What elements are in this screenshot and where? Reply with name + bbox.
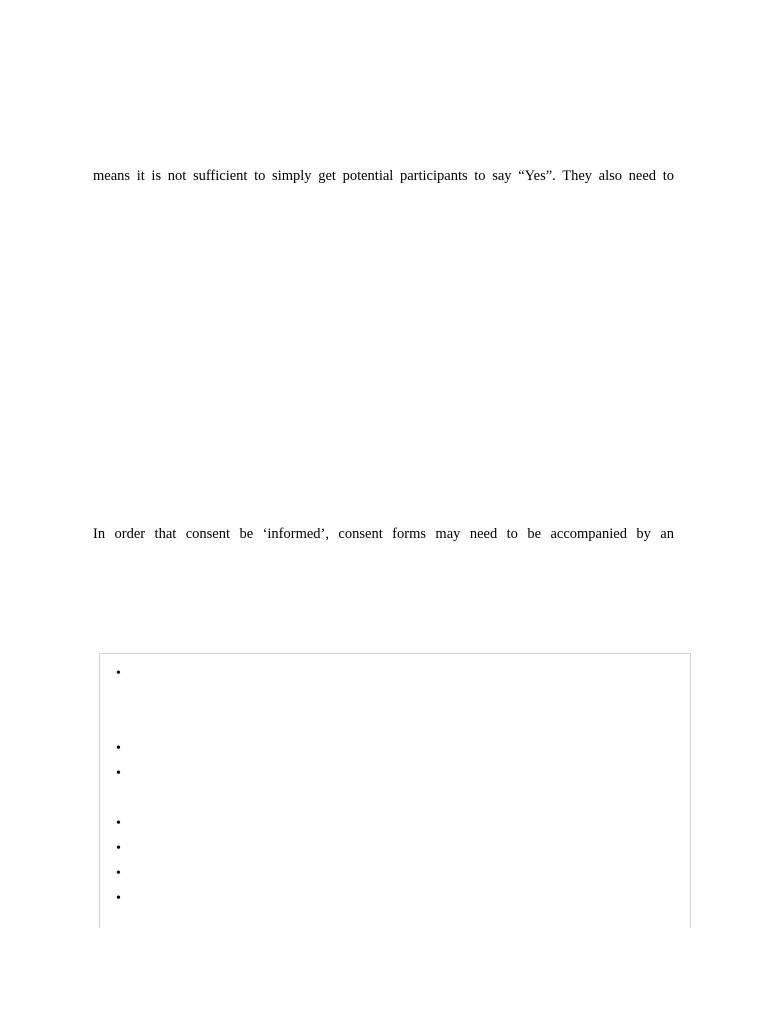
bullet-point-icon: • bbox=[116, 891, 121, 906]
bullet-point-icon: • bbox=[116, 866, 121, 881]
paragraph-line-consent-yes: means it is not sufficient to simply get potential participants to say “Yes”. They also need to bbox=[93, 168, 674, 184]
paragraph-line-informed-consent: In order that consent be ‘informed’, consent forms may need to be accompanied by an bbox=[93, 526, 674, 542]
bullet-point-icon: • bbox=[116, 766, 121, 781]
bullet-point-icon: • bbox=[116, 741, 121, 756]
bullet-point-icon: • bbox=[116, 816, 121, 831]
bullet-point-icon: • bbox=[116, 666, 121, 681]
bullet-list-box bbox=[99, 653, 691, 928]
bullet-point-icon: • bbox=[116, 841, 121, 856]
